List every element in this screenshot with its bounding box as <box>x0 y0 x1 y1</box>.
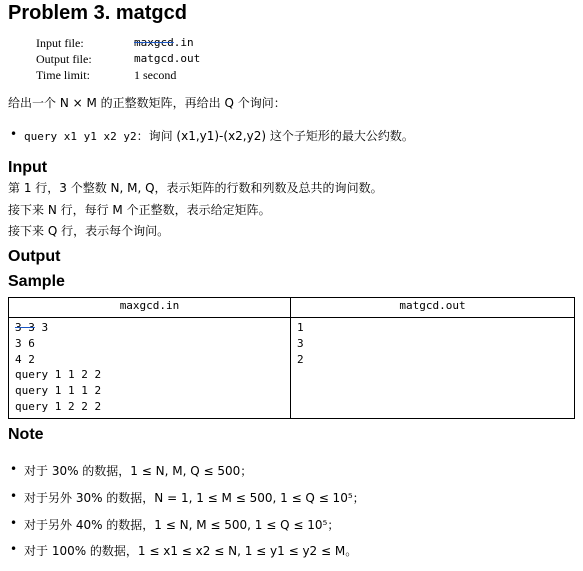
query-bullet <box>24 127 414 144</box>
input-file-value <box>134 35 194 51</box>
input-line-3: 接下来 Q 行，表示每个询问。 <box>8 224 170 238</box>
sample-input-line <box>15 320 284 336</box>
output-file-row <box>36 51 200 67</box>
note-item: • 对于另外 40% 的数据，1 ≤ N, M ≤ 500, 1 ≤ Q ≤ 10⁵； <box>24 516 339 533</box>
sample-input-header: maxgcd.in <box>9 298 291 318</box>
input-file-ext: .in <box>173 36 194 49</box>
sample-header-row <box>9 298 575 318</box>
input-file-struck: maxgcd <box>134 36 174 49</box>
sample-input-line: query 1 2 2 2 <box>15 399 102 413</box>
note-item: • 对于 100% 的数据，1 ≤ x1 ≤ x2 ≤ N, 1 ≤ y1 ≤ y2 ≤ M。 <box>24 542 357 559</box>
problem-title: Problem 3. matgcd <box>8 2 187 24</box>
input-line-2: 接下来 N 行，每行 M 个正整数，表示给定矩阵。 <box>8 203 271 217</box>
sample-input-struck: 3 3 <box>15 321 35 334</box>
sample-output-line: 3 <box>297 336 304 350</box>
sample-output-header: matgcd.out <box>291 298 575 318</box>
note-heading: Note <box>8 426 44 443</box>
sample-input-line: query 1 1 2 2 <box>15 368 102 382</box>
sample-input-line: 3 6 <box>15 336 35 350</box>
input-file-row <box>36 35 200 51</box>
note-item: • 对于另外 30% 的数据，N = 1, 1 ≤ M ≤ 500, 1 ≤ Q ≤ 10⁵； <box>24 489 365 506</box>
sample-output-cell <box>291 318 575 419</box>
sample-heading: Sample <box>8 273 65 290</box>
time-limit-value: 1 second <box>134 68 177 82</box>
time-limit-row <box>36 67 200 83</box>
sample-output-line: 2 <box>297 352 304 366</box>
statement-text: 给出一个 N × M 的正整数矩阵，再给出 Q 个询问： <box>8 96 286 110</box>
output-file-value: matgcd.out <box>134 52 201 65</box>
note-item: • 对于 30% 的数据，1 ≤ N, M, Q ≤ 500； <box>24 462 252 479</box>
query-syntax: query x1 y1 x2 y2 <box>24 130 137 143</box>
sample-input-cell <box>9 318 291 419</box>
sample-output-line: 1 <box>297 321 304 334</box>
time-limit-label: Time limit: <box>36 68 90 82</box>
problem-meta <box>36 35 200 83</box>
output-file-label: Output file: <box>36 52 92 66</box>
sample-input-line: query 1 1 1 2 <box>15 384 102 398</box>
input-file-label: Input file: <box>36 36 84 50</box>
sample-table <box>8 297 575 419</box>
sample-input-line: 4 2 <box>15 352 35 366</box>
input-line-1: 第 1 行，3 个整数 N, M, Q，表示矩阵的行数和列数及总共的询问数。 <box>8 181 383 195</box>
query-description: ：询问 (x1,y1)-(x2,y2) 这个子矩形的最大公约数。 <box>136 129 414 143</box>
sample-input-first-rest: 3 <box>34 321 49 334</box>
sample-body-row <box>9 318 575 419</box>
input-heading: Input <box>8 159 48 176</box>
output-heading: Output <box>8 248 61 265</box>
